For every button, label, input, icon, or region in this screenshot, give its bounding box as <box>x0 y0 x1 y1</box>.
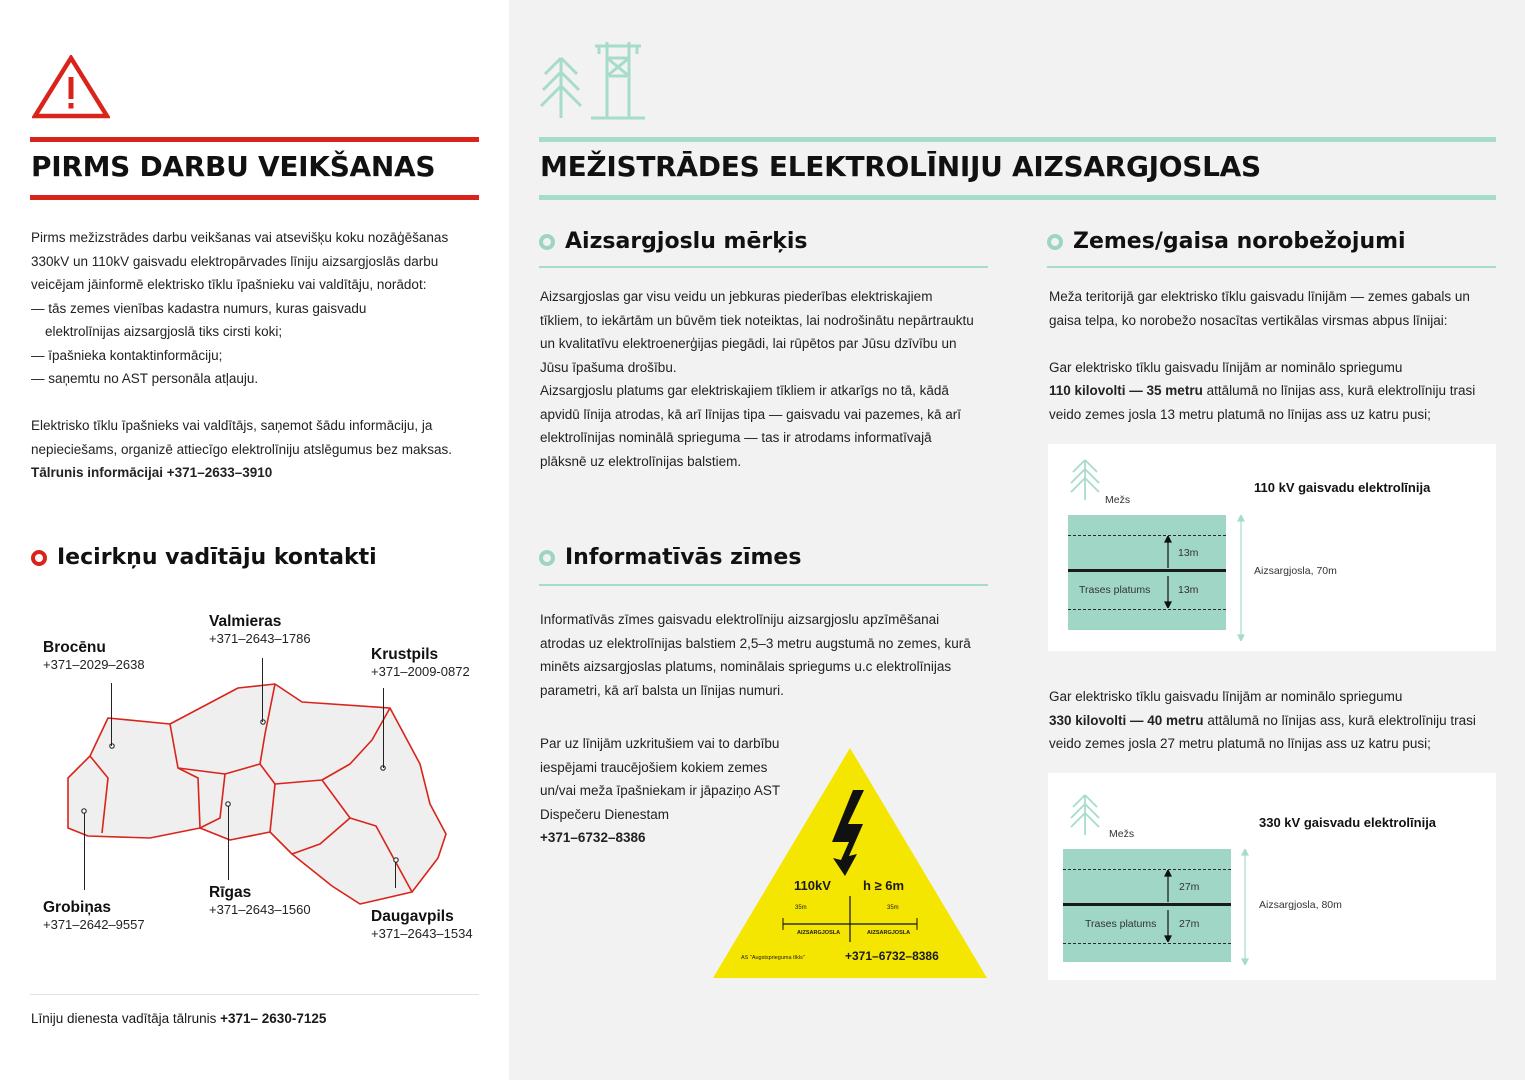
upper-width: 27m <box>1179 881 1200 893</box>
page-title: PIRMS DARBU VEIKŠANAS <box>31 150 436 183</box>
paragraph-tail: attālumā no līnijas ass, kurā elektrolīniju trasi veido zemes josla 27 metru platumā no līnijas ass uz katru pusi; <box>1049 712 1476 751</box>
section3-text <box>1049 285 1489 426</box>
paragraph: Informatīvās zīmes gaisvadu elektrolīniju aizsargjoslu apzīmēšanai atrodas uz elektrolīnijas balstiem 2,5–3 metru augstumā no zemes, kurā minēts aizsargjoslas platums, nominālais spriegums u.c elektrolīnijas parametri, kā arī balsta un līnijas numuri. <box>540 612 971 698</box>
section2-text <box>540 608 980 702</box>
paragraph <box>1049 379 1489 426</box>
owner-text: Elektrisko tīklu īpašnieks vai valdītājs, saņemot šādu informāciju, ja nepieciešams, organizē attiecīgo elektrolīniju atslēgumus bez maksas. <box>31 418 452 457</box>
leader-line <box>262 658 263 722</box>
sign-triangle-icon <box>711 746 989 980</box>
info-phone[interactable]: Tālrunis informācijai +371–2633–3910 <box>31 465 273 480</box>
sign-height: h ≥ 6m <box>863 878 905 893</box>
paragraph: Gar elektrisko tīklu gaisvadu līnijām ar nominālo spriegumu <box>1049 359 1403 375</box>
city-phone[interactable]: +371–2643–1786 <box>209 631 311 646</box>
section-title: Zemes/gaisa norobežojumi <box>1073 229 1406 254</box>
city-name: Krustpils <box>371 646 439 663</box>
width-arrows <box>1162 536 1174 608</box>
section-rule <box>539 584 988 586</box>
tree-tower-icon <box>539 38 649 120</box>
line-axis <box>1063 903 1231 906</box>
sign-company: AS "Augstsprieguma tīkls" <box>741 955 805 961</box>
paragraph <box>1049 709 1499 756</box>
diagram-330kv <box>1048 773 1496 980</box>
leader-line <box>111 683 112 746</box>
list-item: — saņemtu no AST personāla atļauju. <box>31 371 259 386</box>
dashed-line <box>1063 869 1231 870</box>
tree-icon <box>1069 793 1101 835</box>
info-sign <box>711 746 989 980</box>
contact-valmieras <box>209 613 311 646</box>
zone-label: Aizsargjosla, 80m <box>1259 899 1342 911</box>
left-panel <box>0 0 509 1080</box>
title-rule-top <box>539 137 1496 142</box>
city-name: Brocēnu <box>43 639 106 656</box>
route-label: Trases platums <box>1079 584 1151 596</box>
dashed-line <box>1068 535 1226 536</box>
paragraph: Gar elektrisko tīklu gaisvadu līnijām ar nominālo spriegumu <box>1049 689 1403 704</box>
contact-daugavpils <box>371 908 473 941</box>
section-heading <box>539 545 801 570</box>
city-name: Valmieras <box>209 613 282 630</box>
intro-text: Pirms mežizstrādes darbu veikšanas vai atsevišķu koku nozāģēšanas 330kV un 110kV gaisvadu elektropārvades līniju aizsargjoslās darbu veicējam jāinformē elektrisko tīklu īpašnieku vai valdītāju, norādot: <box>31 230 449 292</box>
lower-width: 13m <box>1178 584 1199 596</box>
warning-icon <box>32 55 110 119</box>
list-item: — tās zemes vienības kadastra numurs, kuras gaisvadu <box>31 300 367 316</box>
bullet-ring-icon <box>539 550 555 566</box>
section1-text <box>540 285 975 473</box>
paragraph: Par uz līnijām uzkritušiem vai to darbību iespējami traucējošiem kokiem zemes un/vai meža īpašniekam ir jāpaziņo AST Dispečeru Dienestam <box>540 736 780 822</box>
emphasis: 330 kilovolti — 40 metru <box>1049 712 1204 728</box>
footer-line <box>31 1011 326 1026</box>
intro-block <box>31 226 471 485</box>
city-phone[interactable]: +371–2643–1560 <box>209 902 311 917</box>
lower-width: 27m <box>1179 918 1200 930</box>
line-axis <box>1068 569 1226 572</box>
contact-brocenu <box>43 639 145 672</box>
contact-grobinas <box>43 899 145 932</box>
section-heading <box>1047 229 1406 254</box>
contact-krustpils <box>371 646 470 679</box>
diagram-title: 330 kV gaisvadu elektrolīnija <box>1259 815 1437 830</box>
contact-rigas <box>209 884 311 917</box>
tree-icon <box>1069 458 1101 500</box>
city-phone[interactable]: +371–2009-0872 <box>371 664 470 679</box>
title-rule-top <box>30 137 479 142</box>
sign-zone-left: AIZSARGJOSLA <box>797 930 841 936</box>
city-name: Daugavpils <box>371 908 454 925</box>
footer-phone[interactable]: +371– 2630-7125 <box>220 1011 327 1026</box>
city-phone[interactable]: +371–2029–2638 <box>43 657 145 672</box>
leader-line <box>228 806 229 880</box>
diagram-title: 110 kV gaisvadu elektrolīnija <box>1254 480 1431 495</box>
paragraph: Meža teritorijā gar elektrisko tīklu gaisvadu līnijām — zemes gabals un gaisa telpa, ko norobežo nosacītas vertikālas virsmas abpus līnijai: <box>1049 289 1470 328</box>
sign-left-width: 35m <box>795 905 807 911</box>
footer-divider <box>30 994 479 995</box>
paragraph: Aizsargjoslu platums gar elektriskajiem tīkliem ir atkarīgs no tā, kādā apvidū līnija atrodas, kā arī līnijas tipa — gaisvadu vai pazemes, kā arī elektrolīnijas nominālā sprieguma — tas ir atrodams informatīvajā plāksnē uz elektrolīnijas balstiem. <box>540 383 961 469</box>
zone-label: Aizsargjosla, 70m <box>1254 565 1337 577</box>
section-rule <box>539 266 988 268</box>
right-panel <box>509 0 1525 1080</box>
emphasis: 110 kilovolti — 35 metru <box>1049 383 1203 398</box>
bullet-ring-icon <box>31 550 47 566</box>
title-rule-bottom <box>30 195 479 200</box>
forest-label: Mežs <box>1105 494 1131 506</box>
leader-line <box>84 813 85 890</box>
forest-label: Mežs <box>1109 828 1135 840</box>
section-rule <box>1047 266 1496 268</box>
section3-text-330 <box>1049 685 1499 756</box>
section-title: Informatīvās zīmes <box>565 545 802 570</box>
dashed-line <box>1063 943 1231 944</box>
sign-zone-right: AIZSARGJOSLA <box>867 930 911 936</box>
footer-label: Līniju dienesta vadītāja tālrunis <box>31 1011 221 1026</box>
route-label: Trases platums <box>1085 918 1157 930</box>
dispatch-phone[interactable]: +371–6732–8386 <box>540 830 646 845</box>
upper-width: 13m <box>1178 547 1199 559</box>
bullet-ring-icon <box>539 234 555 250</box>
city-phone[interactable]: +371–2642–9557 <box>43 917 145 932</box>
zone-arrow <box>1236 515 1246 641</box>
bullet-ring-icon <box>1047 234 1063 250</box>
width-arrows <box>1162 870 1174 942</box>
list-item: elektrolīnijas aizsargjoslā tiks cirsti koki; <box>45 324 283 339</box>
paragraph: Aizsargjoslas gar visu veidu un jebkuras piederības elektriskajiem tīkliem, to iekārtām un būvēm tiek noteiktas, lai nodrošinātu nepārtrauktu un kvalitatīvu elektroenerģijas piegādi, lai rūpētos par Jūsu dzīvību un Jūsu īpašuma drošību. <box>540 289 974 375</box>
diagram-110kv <box>1048 444 1496 651</box>
city-phone[interactable]: +371–2643–1534 <box>371 926 473 941</box>
sign-phone: +371–6732–8386 <box>845 949 939 963</box>
corridor-band <box>1068 515 1226 630</box>
sign-voltage: 110kV <box>794 878 831 893</box>
leader-line <box>383 688 384 768</box>
paragraph-tail: attālumā no līnijas ass, kurā elektrolīniju trasi veido zemes josla 13 metru platumā no līnijas ass uz katru pusi; <box>1049 383 1476 422</box>
city-name: Rīgas <box>209 884 252 901</box>
leader-line <box>395 862 396 888</box>
main-title: MEŽISTRĀDES ELEKTROLĪNIJU AIZSARGJOSLAS <box>540 150 1261 183</box>
list-item: — īpašnieka kontaktinformāciju; <box>31 347 223 363</box>
zone-arrow <box>1240 849 1250 965</box>
dashed-line <box>1068 609 1226 610</box>
contacts-heading <box>31 545 377 570</box>
city-name: Grobiņas <box>43 899 112 916</box>
sign-right-width: 35m <box>887 905 899 911</box>
section-heading <box>539 229 807 254</box>
contacts-title: Iecirkņu vadītāju kontakti <box>57 545 377 570</box>
section-title: Aizsargjoslu mērķis <box>565 229 808 254</box>
title-rule-bottom <box>539 195 1496 200</box>
